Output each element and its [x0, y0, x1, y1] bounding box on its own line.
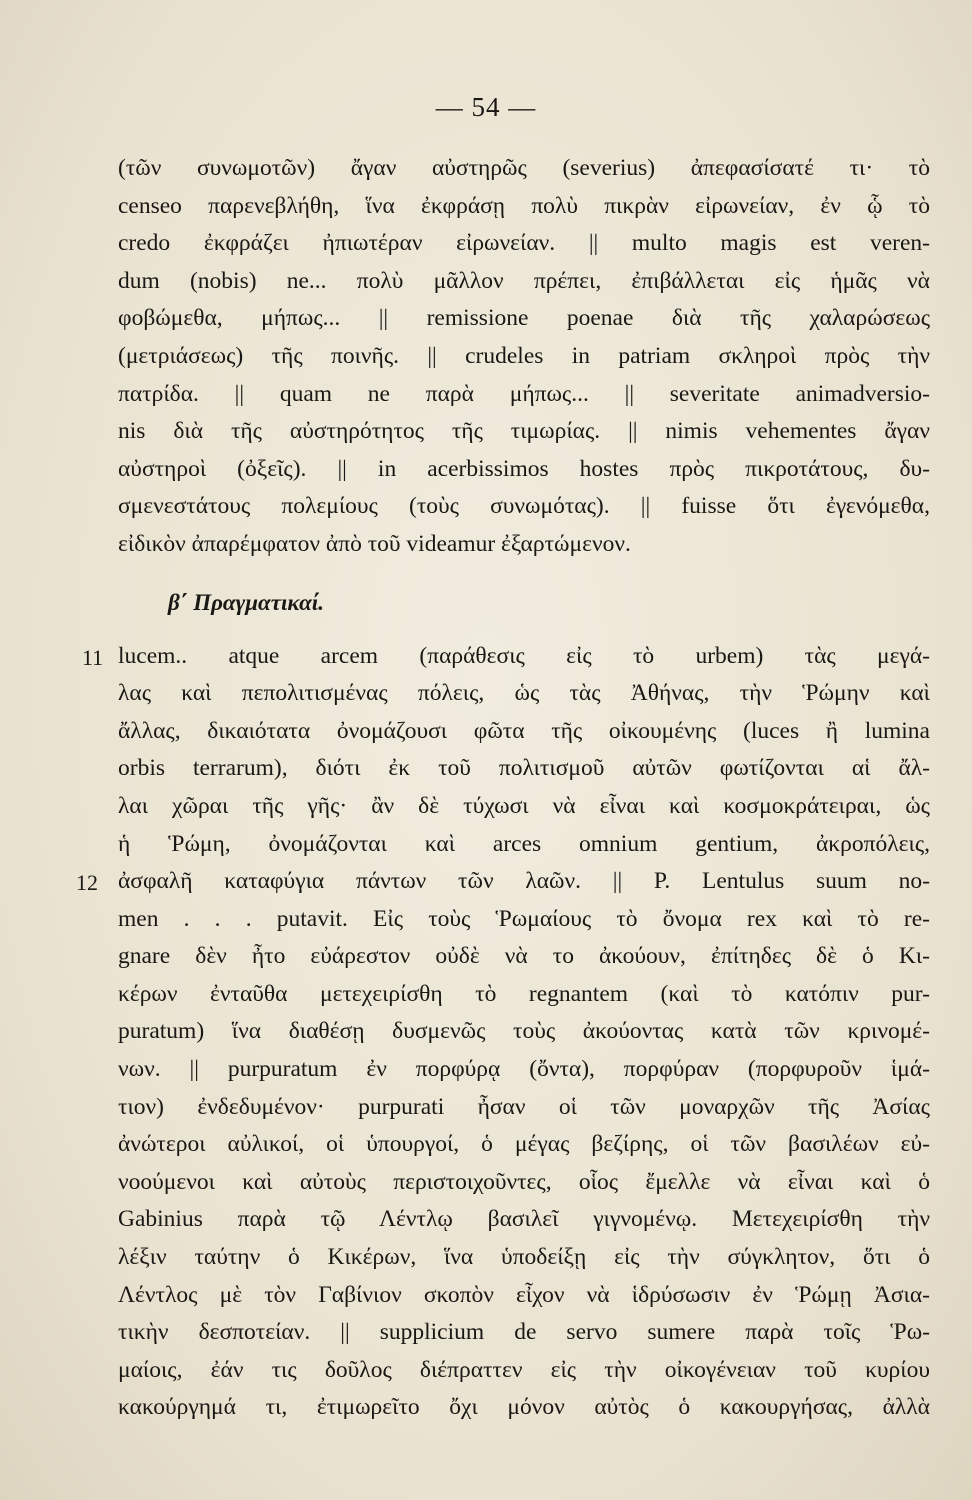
- text-line: τιον) ἐνδεδυμένον· purpurati ἦσαν οἱ τῶν μοναρχῶν τῆς Ἀσίας: [118, 1093, 930, 1120]
- notes-block-1: [118, 150, 930, 564]
- text-line: credo ἐκφράζει ἠπιωτέραν εἰρωνείαν. || multo magis est veren-: [118, 230, 930, 257]
- text-line: ἀνώτεροι αὐλικοί, οἱ ὑπουργοί, ὁ μέγας βεζίρης, οἱ τῶν βασιλέων εὐ-: [118, 1131, 930, 1158]
- text-line: Λέντλος μὲ τὸν Γαβίνιον σκοπὸν εἶχον νὰ ἱδρύσωσιν ἐν Ῥώμῃ Ἀσια-: [118, 1281, 930, 1308]
- text-line: κέρων ἐνταῦθα μετεχειρίσθη τὸ regnantem (καὶ τὸ κατόπιν pur-: [118, 980, 930, 1007]
- text-line: αὐστηροὶ (ὀξεῖς). || in acerbissimos hostes πρὸς πικροτάτους, δυ-: [118, 455, 930, 482]
- text-line: εἰδικὸν ἀπαρέμφατον ἀπὸ τοῦ videamur ἐξαρτώμενον.: [118, 530, 631, 557]
- page-number: — 54 —: [435, 92, 537, 122]
- text-line: men . . . putavit. Εἰς τοὺς Ῥωμαίους τὸ ὄνομα rex καὶ τὸ re-: [118, 905, 930, 932]
- text-line: κακούργημά τι, ἐτιμωρεῖτο ὄχι μόνον αὐτὸς ὁ κακουργήσας, ἀλλὰ: [118, 1394, 930, 1421]
- line-number-11: 11: [82, 645, 104, 670]
- text-line: λέξιν ταύτην ὁ Κικέρων, ἵνα ὑποδείξῃ εἰς τὴν σύγκλητον, ὅτι ὁ: [118, 1244, 930, 1271]
- text-line: ἄλλας, δικαιότατα ὀνομάζουσι φῶτα τῆς οἰκουμένης (luces ἢ lumina: [118, 717, 930, 744]
- text-line: nis διὰ τῆς αὐστηρότητος τῆς τιμωρίας. || nimis vehementes ἄγαν: [118, 418, 930, 445]
- text-line: puratum) ἵνα διαθέσῃ δυσμενῶς τοὺς ἀκούοντας κατὰ τῶν κρινομέ-: [118, 1018, 930, 1045]
- notes-block-2: [118, 638, 930, 1427]
- text-line: gnare δὲν ἦτο εὐάρεστον οὐδὲ νὰ το ἀκούουν, ἐπίτηδες δὲ ὁ Κι-: [118, 943, 930, 970]
- text-line: λαι χῶραι τῆς γῆς· ἂν δὲ τύχωσι νὰ εἶναι καὶ κοσμοκράτειραι, ὡς: [118, 792, 930, 819]
- line-number-12: 12: [76, 870, 98, 895]
- section-subheading: β΄ Πραγματικαί.: [168, 589, 324, 615]
- text-line: ἡ Ῥώμη, ὀνομάζονται καὶ arces omnium gentium, ἀκροπόλεις,: [118, 830, 930, 857]
- text-line: φοβώμεθα, μήπως... || remissione poenae διὰ τῆς χαλαρώσεως: [118, 305, 930, 332]
- text-line: νων. || purpuratum ἐν πορφύρᾳ (ὄντα), πορφύραν (πορφυροῦν ἱμά-: [118, 1056, 930, 1083]
- commentary-text: [118, 150, 930, 1427]
- text-line: dum (nobis) ne... πολὺ μᾶλλον πρέπει, ἐπιβάλλεται εἰς ἡμᾶς νὰ: [118, 267, 930, 294]
- text-line: (μετριάσεως) τῆς ποινῆς. || crudeles in patriam σκληροὶ πρὸς τὴν: [118, 342, 930, 369]
- text-line: λας καὶ πεπολιτισμένας πόλεις, ὡς τὰς Ἀθήνας, τὴν Ῥώμην καὶ: [118, 680, 930, 707]
- text-line: ἀσφαλῆ καταφύγια πάντων τῶν λαῶν. || P. Lentulus suum no-: [118, 868, 930, 895]
- text-line: πατρίδα. || quam ne παρὰ μήπως... || severitate animadversio-: [118, 380, 930, 407]
- text-line: censeo παρενεβλήθη, ἵνα ἐκφράσῃ πολὺ πικρὰν εἰρωνείαν, ἐν ᾧ τὸ: [118, 192, 930, 219]
- text-line: orbis terrarum), διότι ἐκ τοῦ πολιτισμοῦ αὐτῶν φωτίζονται αἱ ἄλ-: [118, 755, 930, 782]
- text-line: σμενεστάτους πολεμίους (τοὺς συνωμότας). || fuisse ὅτι ἐγενόμεθα,: [118, 493, 930, 520]
- text-line: νοούμενοι καὶ αὐτοὺς περιστοιχοῦντες, οἷος ἔμελλε νὰ εἶναι καὶ ὁ: [118, 1168, 930, 1195]
- text-line: Gabinius παρὰ τῷ Λέντλῳ βασιλεῖ γιγνομένῳ. Μετεχειρίσθη τὴν: [118, 1206, 930, 1233]
- text-line: τικὴν δεσποτείαν. || supplicium de servo sumere παρὰ τοῖς Ῥω-: [118, 1319, 930, 1346]
- text-line: lucem.. atque arcem (παράθεσις εἰς τὸ urbem) τὰς μεγά-: [118, 642, 930, 669]
- text-line: (τῶν συνωμοτῶν) ἄγαν αὐστηρῶς (severius) ἀπεφασίσατέ τι· τὸ: [118, 155, 930, 181]
- text-line: μαίοις, ἐάν τις δοῦλος διέπραττεν εἰς τὴν οἰκογένειαν τοῦ κυρίου: [118, 1356, 930, 1383]
